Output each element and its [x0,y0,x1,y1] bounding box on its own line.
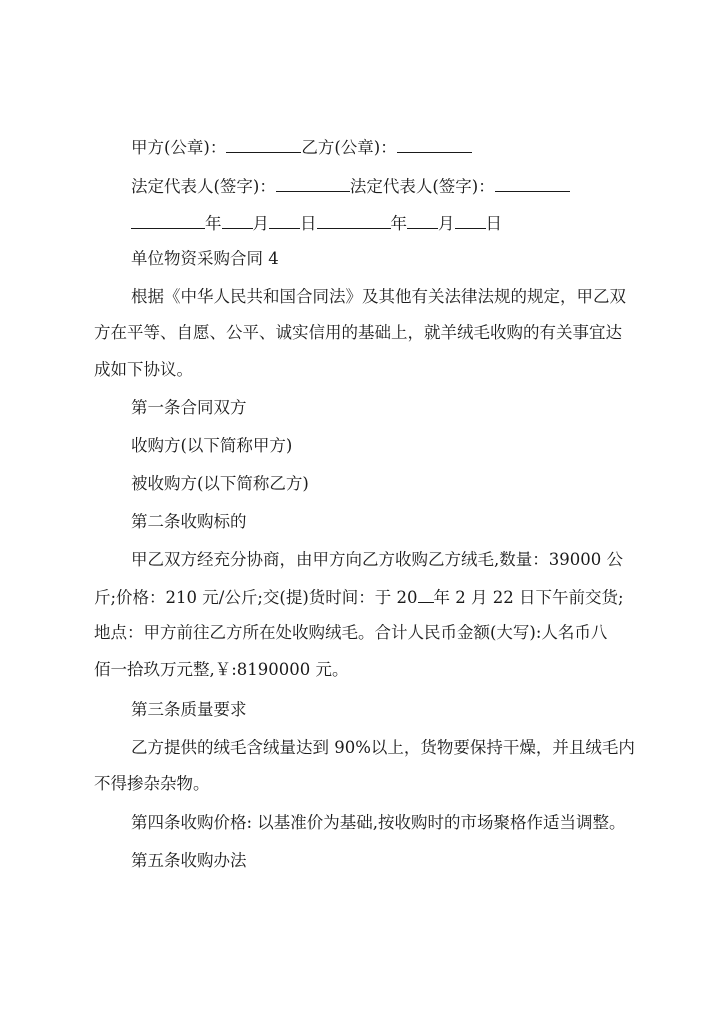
rep-a-label: 法定代表人(签字)： [131,177,276,196]
article2-line-1: 甲乙双方经充分协商，由甲方向乙方收购乙方绒毛,数量：39000 公 [131,550,623,569]
article2-line-4: 佰一拾玖万元整,￥:8190000 元。 [94,660,349,679]
year-a-blank [131,212,205,229]
day-a-label: 日 [300,214,317,233]
article4-text: 第四条收购价格: 以基准价为基础,按收购时的市场聚格作适当调整。 [131,813,626,832]
year-a-label: 年 [205,214,222,233]
article5-title: 第五条收购办法 [131,851,247,870]
party-a-seal-label: 甲方(公章)： [131,138,227,157]
month-a-label: 月 [252,214,269,233]
intro-line-2: 方在平等、自愿、公平、诚实信用的基础上，就羊绒毛收购的有关事宜达 [94,323,622,342]
day-b-label: 日 [485,214,502,233]
article3-title: 第三条质量要求 [131,700,247,719]
contract-heading: 单位物资采购合同 4 [131,249,279,268]
article1-title: 第一条合同双方 [131,398,247,417]
intro-line-1: 根据《中华人民共和国合同法》及其他有关法律法规的规定，甲乙双 [131,287,626,306]
representative-line [131,175,570,197]
year-blank [418,586,434,603]
article1-seller: 被收购方(以下简称乙方) [131,474,309,493]
month-a-blank [222,212,253,229]
seal-line [131,136,472,158]
article2-line-2-end: 年 2 月 22 日下午前交货; [433,588,624,607]
year-b-label: 年 [390,214,407,233]
party-a-seal-blank [226,136,301,153]
intro-line-3: 成如下协议。 [94,360,193,379]
rep-a-blank [276,175,350,192]
article3-line-2: 不得掺杂杂物。 [94,774,210,793]
article2-line-3: 地点：甲方前往乙方所在处收购绒毛。合计人民币金额(大写):人名币八 [94,623,608,642]
article2-line-2 [94,586,624,608]
month-b-label: 月 [438,214,455,233]
date-line [131,212,502,234]
year-b-blank [317,212,391,229]
party-b-seal-blank [397,136,472,153]
month-b-blank [407,212,438,229]
article2-title: 第二条收购标的 [131,512,247,531]
day-b-blank [455,212,486,229]
article1-buyer: 收购方(以下简称甲方) [131,436,293,455]
party-b-seal-label: 乙方(公章)： [301,138,397,157]
rep-b-label: 法定代表人(签字)： [349,177,495,196]
rep-b-blank [495,175,570,192]
day-a-blank [269,212,300,229]
article2-line-2-start: 斤;价格：210 元/公斤;交(提)货时间：于 20 [94,588,418,607]
article3-line-1: 乙方提供的绒毛含绒量达到 90%以上，货物要保持干燥，并且绒毛内 [131,738,635,757]
